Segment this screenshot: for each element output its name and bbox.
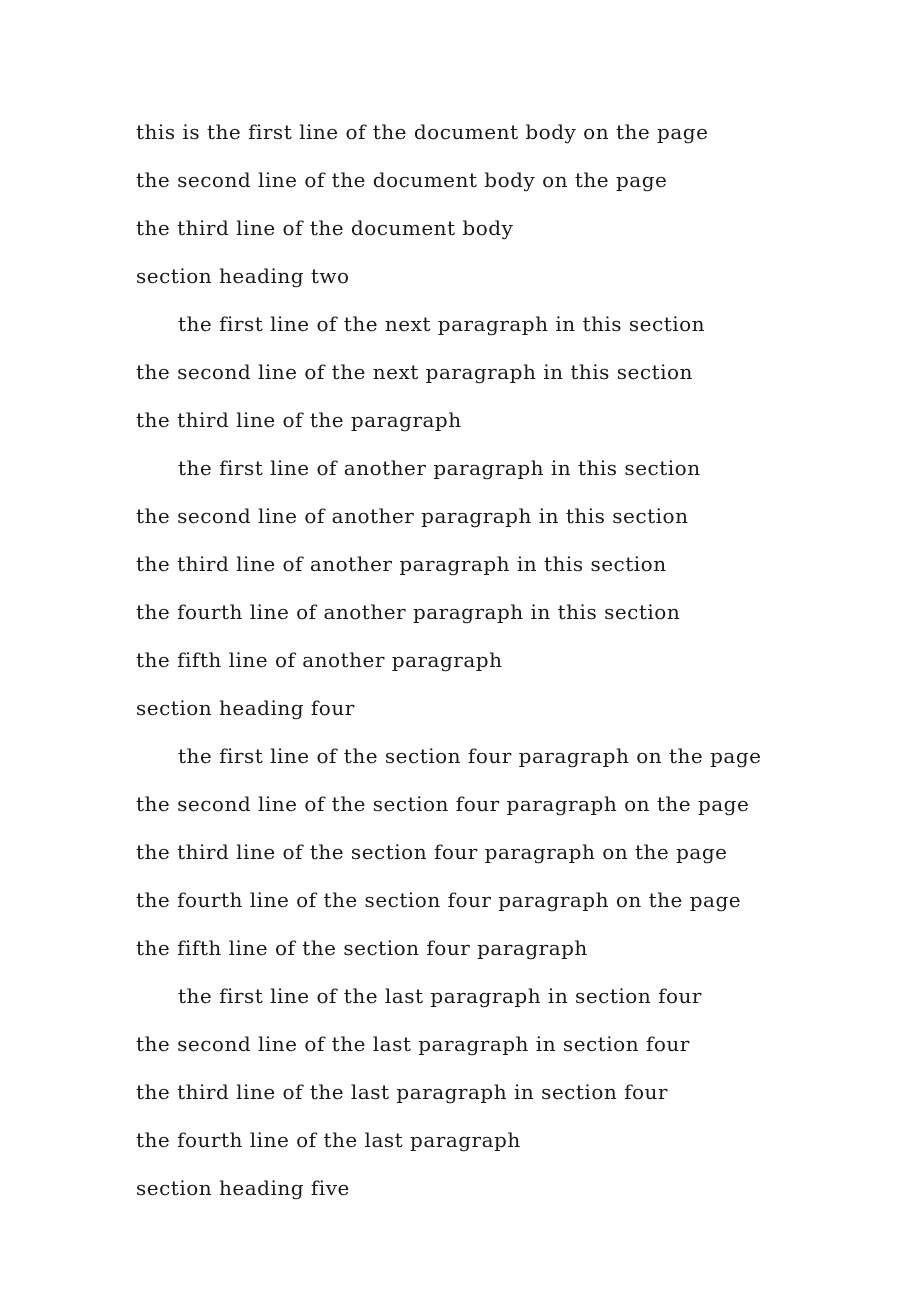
body-text-line: the third line of the last paragraph in section four <box>136 1080 668 1104</box>
body-text-line: the second line of the last paragraph in section four <box>136 1032 690 1056</box>
body-text-line: the second line of the next paragraph in this section <box>136 360 693 384</box>
body-text-line: the second line of the section four paragraph on the page <box>136 792 750 816</box>
body-text-line: the second line of the document body on the page <box>136 168 668 192</box>
body-text-line: the fifth line of another paragraph <box>136 648 503 672</box>
body-text-line: the fourth line of the last paragraph <box>136 1128 521 1152</box>
body-text-line: this is the first line of the document body on the page <box>136 120 709 144</box>
body-text-line: the third line of the paragraph <box>136 408 462 432</box>
section-heading: section heading two <box>136 264 350 288</box>
section-heading: section heading four <box>136 696 355 720</box>
body-text-line: the first line of the next paragraph in this section <box>178 312 706 336</box>
body-text-line: the third line of the document body <box>136 216 514 240</box>
section-heading: section heading five <box>136 1176 350 1200</box>
body-text-line: the first line of the section four paragraph on the page <box>178 744 762 768</box>
body-text-line: the fourth line of the section four paragraph on the page <box>136 888 742 912</box>
body-text-line: the fourth line of another paragraph in this section <box>136 600 681 624</box>
body-text-line: the fifth line of the section four paragraph <box>136 936 588 960</box>
body-text-line: the first line of another paragraph in this section <box>178 456 701 480</box>
body-text-line: the third line of the section four paragraph on the page <box>136 840 728 864</box>
body-text-line: the first line of the last paragraph in section four <box>178 984 702 1008</box>
body-text-line: the third line of another paragraph in this section <box>136 552 667 576</box>
body-text-line: the second line of another paragraph in this section <box>136 504 689 528</box>
